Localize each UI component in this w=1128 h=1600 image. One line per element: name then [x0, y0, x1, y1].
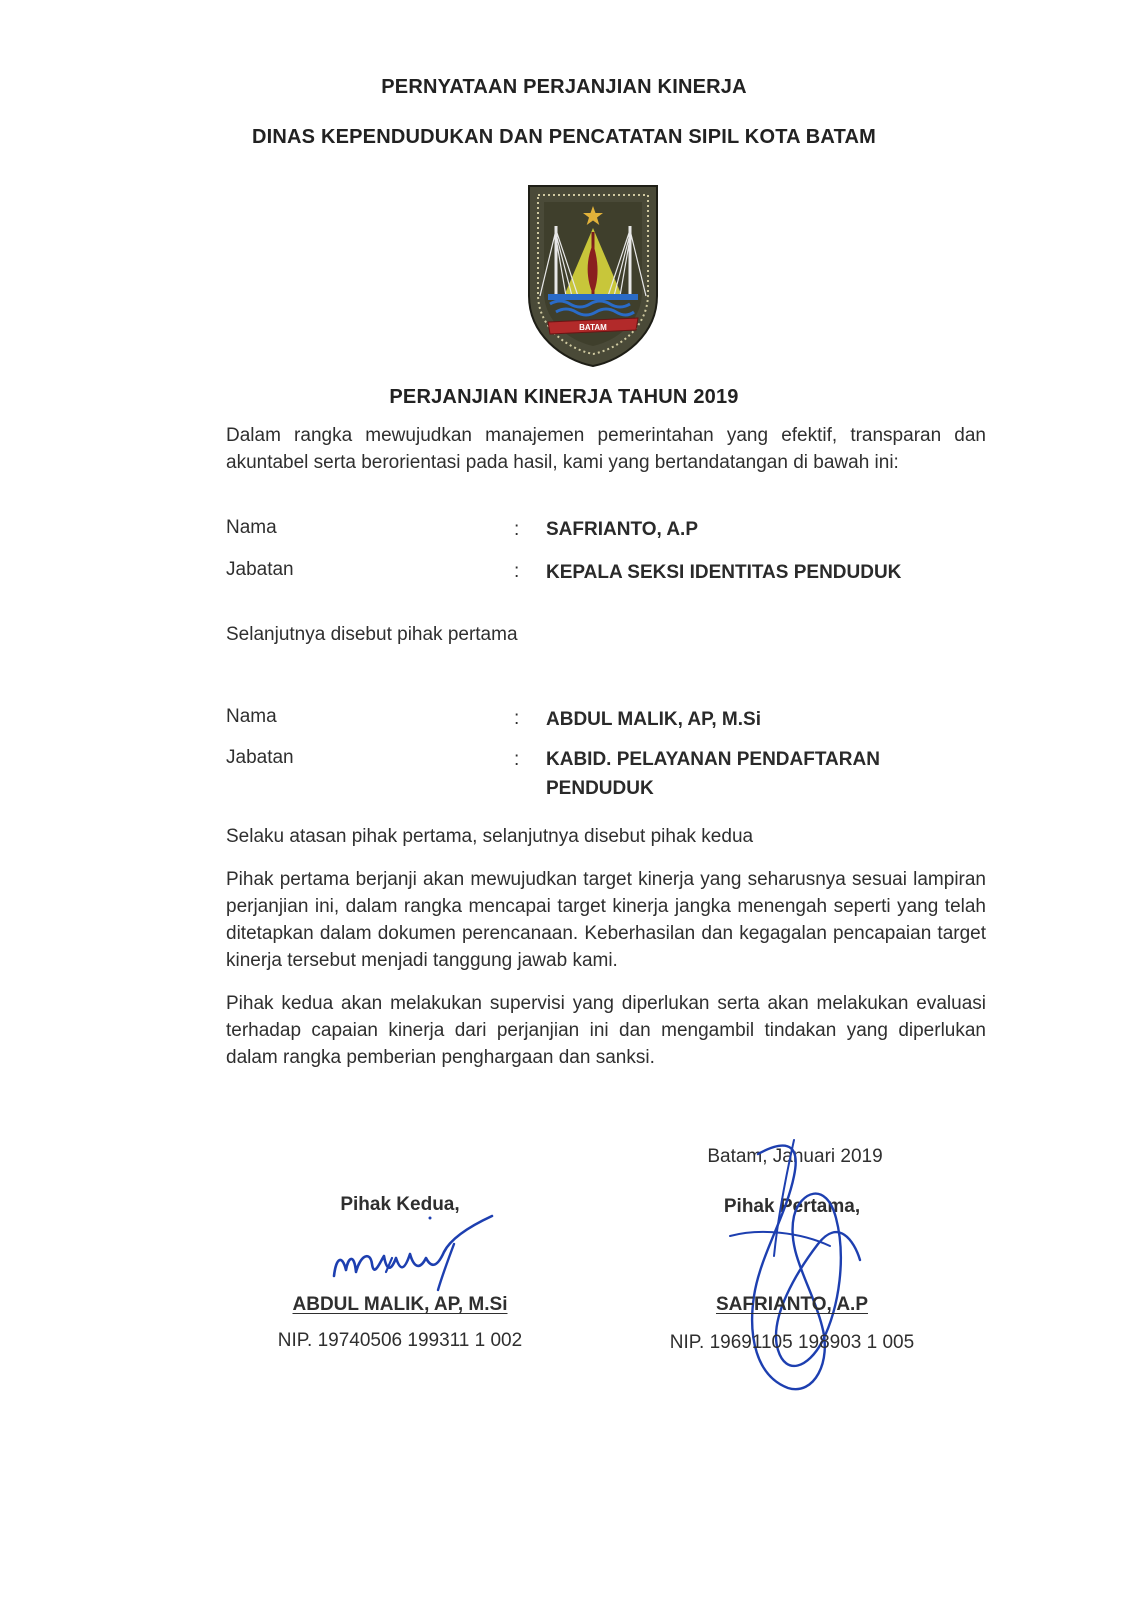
first-party-position-value: KEPALA SEKSI IDENTITAS PENDUDUK	[546, 562, 902, 583]
second-party-name-label: Nama	[226, 706, 277, 727]
second-party-name-colon: :	[514, 708, 520, 729]
left-signer-nip: NIP. 19740506 199311 1 002	[277, 1330, 523, 1351]
second-party-position-colon: :	[514, 749, 520, 770]
first-party-name-value: SAFRIANTO, A.P	[546, 519, 699, 540]
first-party-caption: Selanjutnya disebut pihak pertama	[226, 624, 518, 645]
second-party-position-label: Jabatan	[226, 747, 294, 768]
first-party-name-label: Nama	[226, 517, 277, 538]
intro-paragraph: Dalam rangka mewujudkan manajemen pemerintahan yang efektif, transparan dan akuntabel serta berorientasi pada hasil, kami yang bertandatangan di bawah ini:	[226, 425, 986, 473]
commitment-paragraph: Pihak pertama berjanji akan mewujudkan target kinerja yang seharusnya sesuai lampiran perjanjian ini, dalam rangka mencapai target kinerja jangka menengah seperti yang telah ditetapkan dalam dokumen perencanaan. Keberhasilan dan kegagalan pencapaian target kinerja tersebut menjadi tanggung jawab kami.	[226, 869, 986, 971]
document-title: PERNYATAAN PERJANJIAN KINERJA	[381, 76, 747, 98]
city-of-batam-emblem	[526, 184, 660, 368]
first-party-position-colon: :	[514, 561, 520, 582]
first-party-name-colon: :	[514, 519, 520, 540]
left-signer-name: ABDUL MALIK, AP, M.Si	[292, 1294, 508, 1315]
place-date: Batam, Januari 2019	[707, 1146, 883, 1167]
right-handwritten-signature	[690, 1136, 880, 1396]
right-signer-name: SAFRIANTO, A.P	[715, 1294, 868, 1315]
second-party-name-value: ABDUL MALIK, AP, M.Si	[546, 709, 761, 730]
supervision-paragraph: Pihak kedua akan melakukan supervisi yang diperlukan serta akan melakukan evaluasi terhadap capaian kinerja dari perjanjian ini dan mengambil tindakan yang diperlukan dalam rangka pemberian penghargaan dan sanksi.	[226, 993, 986, 1068]
agreement-subtitle: PERJANJIAN KINERJA TAHUN 2019	[389, 386, 739, 408]
agency-name: DINAS KEPENDUDUKAN DAN PENCATATAN SIPIL KOTA BATAM	[251, 126, 877, 148]
second-party-position-value-line2: PENDUDUK	[546, 778, 654, 799]
second-party-caption: Selaku atasan pihak pertama, selanjutnya disebut pihak kedua	[226, 826, 754, 847]
first-party-position-label: Jabatan	[226, 559, 294, 580]
second-party-position-value-line1: KABID. PELAYANAN PENDAFTARAN	[546, 749, 880, 770]
left-handwritten-signature	[326, 1214, 496, 1294]
emblem-banner-text: BATAM	[579, 323, 607, 332]
right-signer-nip: NIP. 19691105 198903 1 005	[669, 1332, 915, 1353]
left-signer-role: Pihak Kedua,	[340, 1194, 460, 1215]
right-signer-role: Pihak Pertama,	[723, 1196, 861, 1217]
